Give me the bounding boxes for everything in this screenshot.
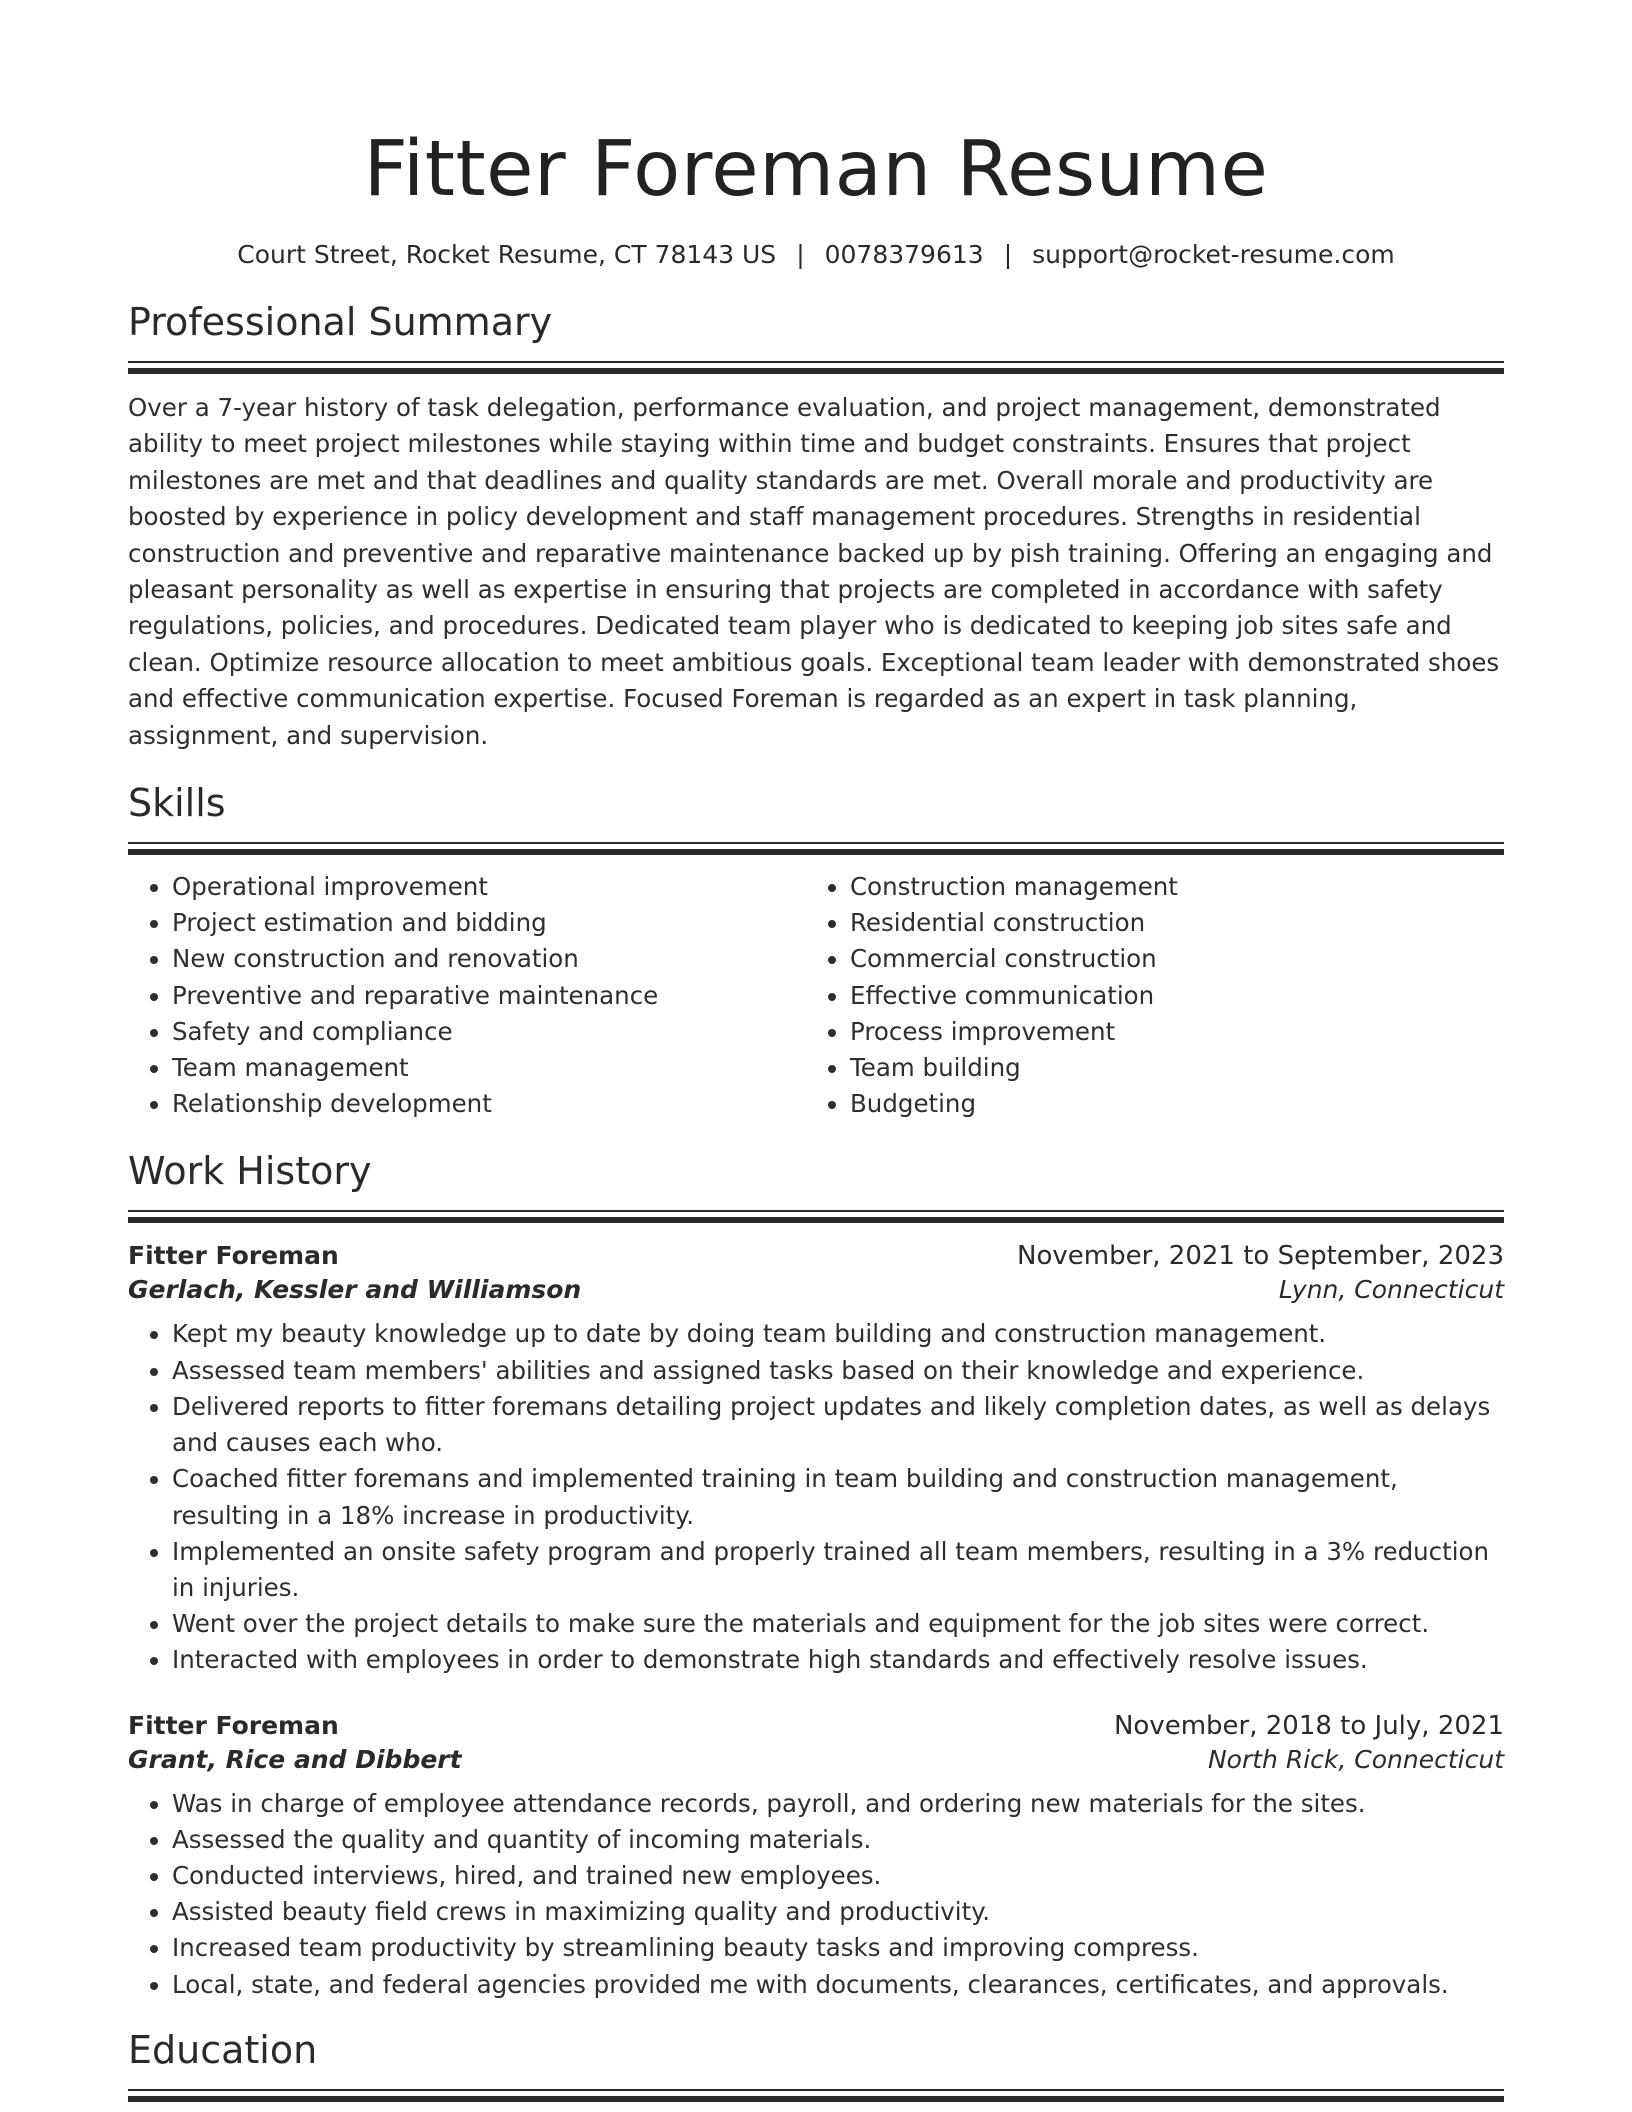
section-heading-summary: Professional Summary — [128, 300, 553, 344]
contact-email: support@rocket-resume.com — [1032, 240, 1395, 269]
job-bullet: • Assessed the quality and quantity of incoming materials. — [172, 1822, 1504, 1858]
job-bullet: • Assessed team members' abilities and assigned tasks based on their knowledge and experience. — [172, 1353, 1504, 1389]
work-section — [128, 1148, 1504, 2002]
job-title: Fitter Foreman — [128, 1710, 339, 1740]
job-bullet: • Delivered reports to fitter foremans detailing project updates and likely completion dates, as well as delays and causes each who. — [172, 1389, 1504, 1461]
section-heading-skills: Skills — [128, 781, 226, 826]
contact-separator: | — [1003, 240, 1013, 269]
skill-item: • Residential construction — [850, 905, 1484, 941]
skill-item: • Relationship development — [172, 1086, 806, 1122]
job-bullet: • Kept my beauty knowledge up to date by doing team building and construction management. — [172, 1316, 1504, 1352]
job-bullets — [128, 1786, 1504, 2003]
skill-item: • Construction management — [850, 869, 1484, 905]
contact-phone: 0078379613 — [824, 240, 984, 269]
job-entry — [128, 1241, 1504, 1678]
skills-columns — [128, 869, 1504, 1122]
job-location: Lynn, Connecticut — [1278, 1275, 1504, 1305]
skill-item: • Operational improvement — [172, 869, 806, 905]
section-heading-education: Education — [128, 2027, 318, 2072]
job-company: Gerlach, Kessler and Williamson — [128, 1275, 582, 1305]
skill-item: • Safety and compliance — [172, 1014, 806, 1050]
skill-item: • Process improvement — [850, 1014, 1484, 1050]
section-divider — [128, 1210, 1504, 1223]
resume-page — [128, 0, 1504, 2102]
resume-title: Fitter Foreman Resume — [363, 125, 1269, 214]
job-bullet: • Local, state, and federal agencies provided me with documents, clearances, certificates, and approvals. — [172, 1967, 1504, 2003]
job-bullet: • Interacted with employees in order to demonstrate high standards and effectively resolve issues. — [172, 1642, 1504, 1678]
job-company: Grant, Rice and Dibbert — [128, 1744, 462, 1774]
section-heading-work: Work History — [128, 1149, 372, 1194]
skill-item: • Budgeting — [850, 1086, 1484, 1122]
job-bullet: • Assisted beauty field crews in maximizing quality and productivity. — [172, 1894, 1504, 1930]
section-divider — [128, 2089, 1504, 2102]
job-bullets — [128, 1316, 1504, 1678]
skill-item: • Team building — [850, 1050, 1484, 1086]
job-bullet: • Was in charge of employee attendance records, payroll, and ordering new materials for the sites. — [172, 1786, 1504, 1822]
section-divider — [128, 361, 1504, 374]
skill-item: • Effective communication — [850, 978, 1484, 1014]
job-bullet: • Coached fitter foremans and implemented training in team building and construction management, resulting in a 18% increase in productivity. — [172, 1461, 1504, 1533]
contact-address: Court Street, Rocket Resume, CT 78143 US — [237, 240, 777, 269]
summary-text: Over a 7-year history of task delegation, performance evaluation, and project management, demonstrated ability to meet project milestones while staying within time and budget constraints. Ensures that project milestones are met and that deadlines and quality standards are met. Overall morale and productivity are boosted by experience in policy development and staff management procedures. Strengths in residential construction and preventive and reparative maintenance backed up by pish training. Offering an engaging and pleasant personality as well as expertise in ensuring that projects are completed in accordance with safety regulations, policies, and procedures. Dedicated team player who is dedicated to keeping job sites safe and clean. Optimize resource allocation to meet ambitious goals. Exceptional team leader with demonstrated shoes and effective communication expertise. Focused Foreman is regarded as an expert in task planning, assignment, and supervision. — [128, 393, 1500, 750]
skill-item: • Team management — [172, 1050, 806, 1086]
skill-item: • New construction and renovation — [172, 941, 806, 977]
skills-list-right — [806, 869, 1484, 1122]
job-bullet: • Went over the project details to make sure the materials and equipment for the job sites were correct. — [172, 1606, 1504, 1642]
skill-item: • Commercial construction — [850, 941, 1484, 977]
section-divider — [128, 842, 1504, 855]
job-bullet: • Conducted interviews, hired, and trained new employees. — [172, 1858, 1504, 1894]
skill-item: • Project estimation and bidding — [172, 905, 806, 941]
skills-list-left — [128, 869, 806, 1122]
job-title: Fitter Foreman — [128, 1241, 339, 1271]
skill-item: • Preventive and reparative maintenance — [172, 978, 806, 1014]
job-bullet: • Increased team productivity by streamlining beauty tasks and improving compress. — [172, 1930, 1504, 1966]
summary-section — [128, 299, 1504, 754]
job-bullet: • Implemented an onsite safety program and properly trained all team members, resulting in a 3% reduction in injuries. — [172, 1534, 1504, 1606]
contact-separator: | — [796, 240, 805, 269]
job-dates: November, 2018 to July, 2021 — [1113, 1710, 1504, 1741]
job-location: North Rick, Connecticut — [1207, 1744, 1504, 1774]
job-dates: November, 2021 to September, 2023 — [1017, 1241, 1504, 1272]
job-entry — [128, 1711, 1504, 2003]
contact-line — [128, 240, 1504, 269]
skills-section — [128, 780, 1504, 1122]
education-section — [128, 2027, 1504, 2102]
